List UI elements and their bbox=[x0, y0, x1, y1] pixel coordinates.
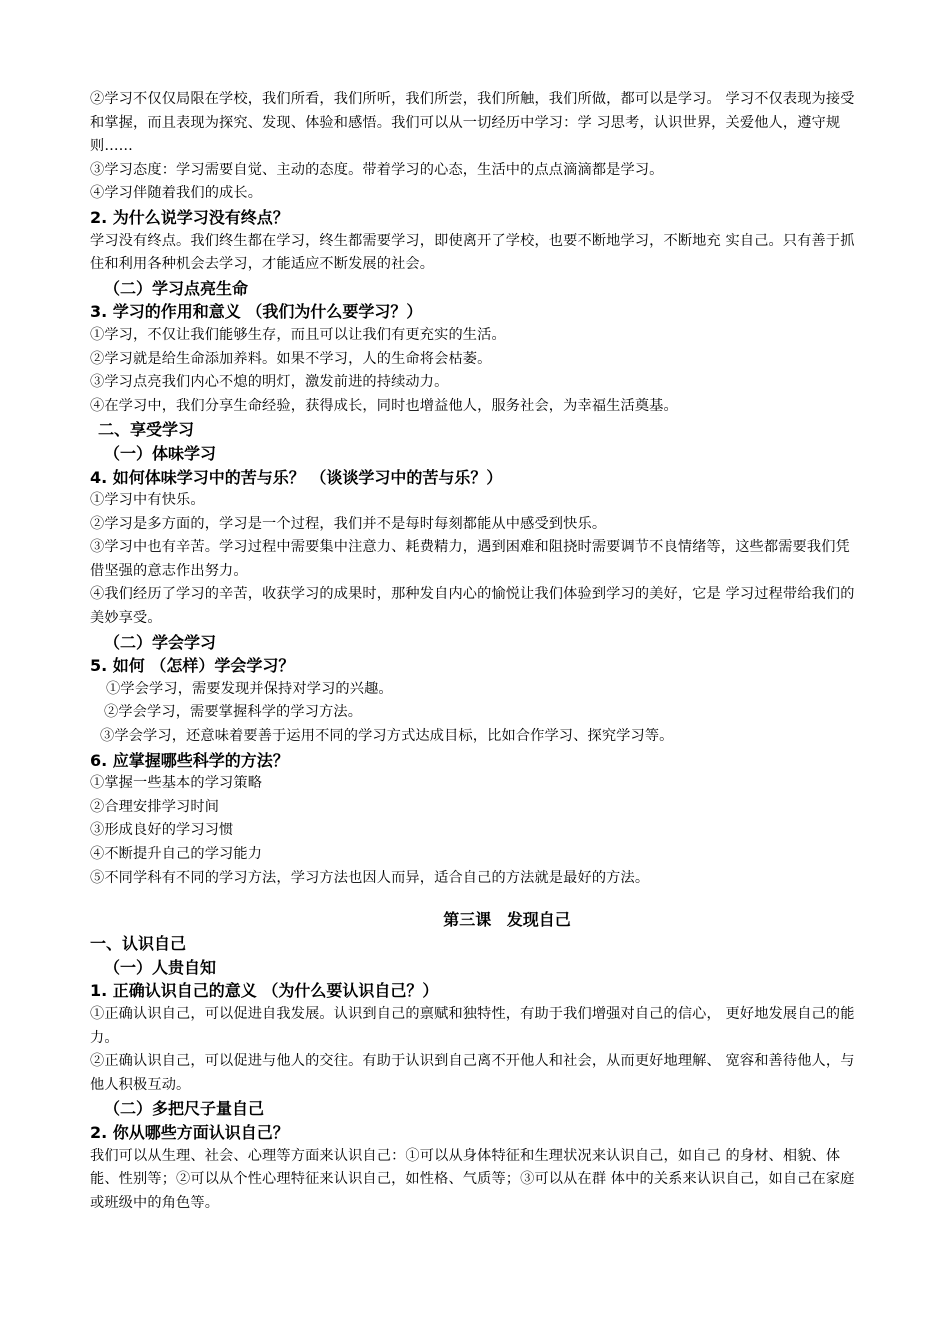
paragraph: ②学习不仅仅局限在学校，我们所看，我们所听，我们所尝，我们所触，我们所做，都可以是学习。 学习不仅表现为接受和掌握，而且表现为探究、发现、体验和感悟。我们可以从一切经历中学习：学 习思考，认识世界，关爱他人，遵守规则…… bbox=[90, 91, 855, 155]
list-item: ③学习中也有辛苦。学习过程中需要集中注意力、耗费精力，遇到困难和阻挠时需要调节不良情绪等，这些都需要我们凭借坚强的意志作出努力。 bbox=[90, 539, 850, 579]
list-item: ③形成良好的学习习惯 bbox=[90, 822, 234, 839]
question-heading: 6. 应掌握哪些科学的方法？ bbox=[90, 750, 289, 770]
paragraph: 学习没有终点。我们终生都在学习，终生都需要学习，即使离开了学校，也要不断地学习，不断地充 实自己。只有善于抓住和利用各种机会去学习，才能适应不断发展的社会。 bbox=[90, 232, 855, 273]
list-item: ①正确认识自己，可以促进自我发展。认识到自己的禀赋和独特性，有助于我们增强对自己的信心， 更好地发展自己的能力。 bbox=[90, 1005, 855, 1046]
section-heading: 一、认识自己 bbox=[90, 934, 187, 954]
question-heading: 4. 如何体味学习中的苦与乐？ （谈谈学习中的苦与乐？） bbox=[90, 467, 503, 487]
list-item: ①学会学习，需要发现并保持对学习的兴趣。 bbox=[106, 680, 393, 697]
section-heading: （一）体味学习 bbox=[104, 443, 217, 463]
section-heading: （二）多把尺子量自己 bbox=[104, 1099, 265, 1119]
list-item: ②学习就是给生命添加养料。如果不学习，人的生命将会枯萎。 bbox=[90, 350, 492, 367]
section-heading: 二、享受学习 bbox=[98, 420, 195, 440]
list-item: ①掌握一些基本的学习策略 bbox=[90, 775, 263, 792]
paragraph: ③学习态度：学习需要自觉、主动的态度。带着学习的心态，生活中的点点滴滴都是学习。 bbox=[90, 161, 664, 178]
list-item: ②学会学习，需要掌握科学的学习方法。 bbox=[104, 704, 363, 721]
question-heading: 2. 为什么说学习没有终点？ bbox=[90, 207, 289, 227]
list-item: ④在学习中，我们分享生命经验，获得成长，同时也增益他人，服务社会，为幸福生活奠基。 bbox=[90, 397, 678, 414]
list-item: ②正确认识自己，可以促进与他人的交往。有助于认识到自己离不开他人和社会，从而更好地理解、 宽容和善待他人，与他人积极互动。 bbox=[90, 1053, 855, 1093]
paragraph: 我们可以从生理、社会、心理等方面来认识自己：①可以从身体特征和生理状况来认识自己，如自己 的身材、相貌、体能、性别等；②可以从个性心理特征来认识自己，如性格、气质等；③可以从在群 体中的关系来认识自己，如自己在家庭或班级中的角色等。 bbox=[90, 1147, 855, 1211]
list-item: ①学习中有快乐。 bbox=[90, 492, 205, 509]
list-item: ①学习，不仅让我们能够生存，而且可以让我们有更充实的生活。 bbox=[90, 326, 506, 343]
list-item: ②学习是多方面的，学习是一个过程，我们并不是每时每刻都能从中感受到快乐。 bbox=[90, 515, 607, 532]
list-item: ④不断提升自己的学习能力 bbox=[90, 846, 263, 862]
question-heading: 2. 你从哪些方面认识自己？ bbox=[90, 1122, 289, 1142]
list-item: ⑤不同学科有不同的学习方法，学习方法也因人而异，适合自己的方法就是最好的方法。 bbox=[90, 869, 650, 886]
list-item: ③学习点亮我们内心不熄的明灯，激发前进的持续动力。 bbox=[90, 374, 449, 391]
list-item: ②合理安排学习时间 bbox=[90, 798, 220, 815]
list-item: ④我们经历了学习的辛苦，收获学习的成果时，那种发自内心的愉悦让我们体验到学习的美好，它是 学习过程带给我们的美妙享受。 bbox=[90, 586, 855, 627]
document-page bbox=[90, 88, 862, 1215]
question-heading: 3. 学习的作用和意义 （我们为什么要学习？） bbox=[90, 302, 423, 322]
section-heading: （二）学习点亮生命 bbox=[104, 278, 249, 298]
paragraph: ④学习伴随着我们的成长。 bbox=[90, 185, 263, 202]
question-heading: 5. 如何 （怎样）学会学习？ bbox=[90, 656, 295, 676]
lesson-title: 第三课 发现自己 bbox=[443, 910, 571, 930]
section-heading: （一）人贵自知 bbox=[104, 957, 217, 977]
list-item: ③学会学习，还意味着要善于运用不同的学习方式达成目标，比如合作学习、探究学习等。 bbox=[100, 728, 674, 745]
section-heading: （二）学会学习 bbox=[104, 632, 217, 652]
question-heading: 1. 正确认识自己的意义 （为什么要认识自己？） bbox=[90, 981, 439, 1001]
